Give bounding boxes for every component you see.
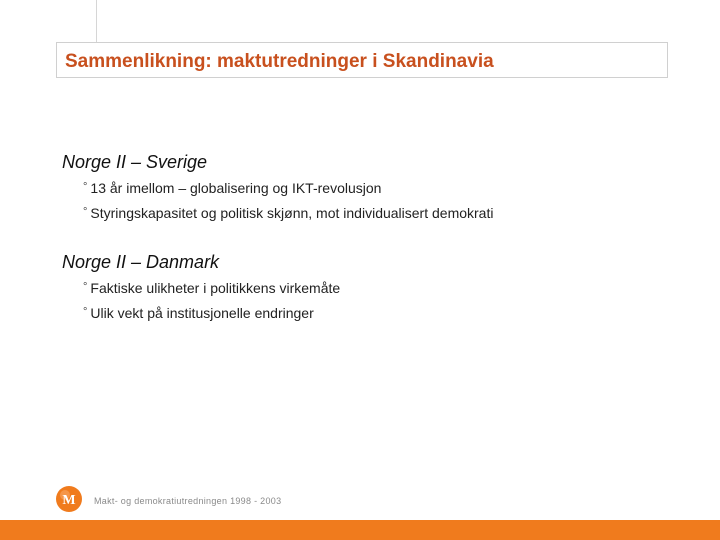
bullet-text: Styringskapasitet og politisk skjønn, mot individualisert demokrati: [90, 205, 494, 221]
bullet-icon: °: [83, 281, 88, 293]
bullet-list: [83, 177, 493, 227]
footer-accent-bar: [0, 520, 720, 540]
bullet-text: Ulik vekt på institusjonelle endringer: [90, 305, 314, 321]
title-frame: [56, 42, 668, 78]
makt-logo-icon: [56, 486, 82, 512]
bullet-icon: °: [83, 181, 88, 193]
section-norge-sverige: [62, 151, 493, 227]
slide-title: Sammenlikning: maktutredninger i Skandinavia: [65, 51, 494, 72]
footer-caption: Makt- og demokratiutredningen 1998 - 2003: [94, 496, 282, 506]
bullet-text: Faktiske ulikheter i politikkens virkemåte: [90, 280, 341, 296]
section-heading: Norge II – Sverige: [62, 152, 208, 172]
bullet-list: [83, 277, 340, 327]
bullet-item: [83, 202, 493, 227]
bullet-icon: °: [83, 306, 88, 318]
bullet-text: 13 år imellom – globalisering og IKT-revolusjon: [90, 180, 382, 196]
top-divider-line: [96, 0, 97, 42]
bullet-icon: °: [83, 206, 88, 218]
bullet-item: [83, 302, 340, 327]
section-norge-danmark: [62, 251, 340, 327]
logo-letter: M: [62, 493, 76, 508]
section-heading: Norge II – Danmark: [62, 252, 220, 272]
bullet-item: [83, 277, 340, 302]
bullet-item: [83, 177, 493, 202]
